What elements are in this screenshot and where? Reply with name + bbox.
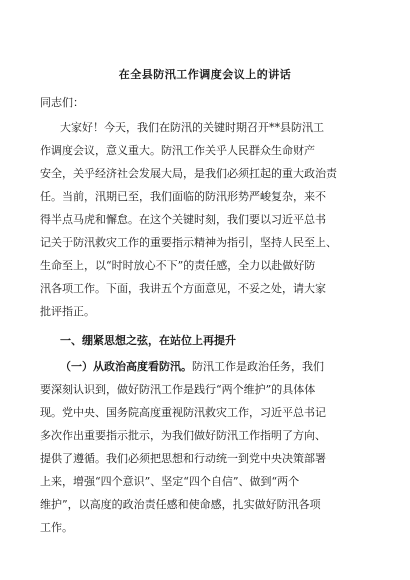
document-title: 在全县防汛工作调度会议上的讲话 [118,68,292,81]
intro-line-4: 任。当前，汛期已至，我们面临的防汛形势严峻复杂，来不 [40,190,326,203]
section-1-heading: 一、绷紧思想之弦，在站位上再提升 [60,334,236,347]
subsection-1-line-2: 要深刻认识到，做好防汛工作是践行“两个维护”的具体体 [40,383,316,396]
subsection-1-line-3: 现。党中央、国务院高度重视防汛救灾工作，习近平总书记 [40,406,326,419]
subsection-1-line-7: 维护”，以高度的政治责任感和使命感，扎实做好防汛各项 [40,498,321,511]
salutation: 同志们： [40,96,84,109]
intro-line-9: 批评指正。 [40,305,95,318]
subsection-1-line-6: 上来，增强“四个意识”、坚定“四个自信”、做到“两个 [40,475,300,488]
intro-line-3: 安全，关乎经济社会发展大局，是我们必须扛起的重大政治责 [40,167,337,180]
subsection-1-first-text: 防汛工作是政治任务，我们 [192,360,324,373]
subsection-1-heading: （一）从政治高度看防汛。 [60,360,192,373]
subsection-1-line-4: 多次作出重要指示批示，为我们做好防汛工作指明了方向、 [40,429,326,442]
subsection-1-line-8: 工作。 [40,521,73,534]
intro-line-5: 得半点马虎和懈怠。在这个关键时刻，我们要以习近平总书 [40,213,326,226]
intro-line-8: 汛各项工作。下面，我讲五个方面意见，不妥之处，请大家 [40,282,326,295]
intro-line-7: 生命至上，以“时时放心不下”的责任感，全力以赴做好防 [40,259,316,272]
intro-line-1: 大家好！今天，我们在防汛的关键时期召开**县防汛工 [60,121,324,134]
subsection-1-first-line [60,360,324,374]
intro-line-2: 作调度会议，意义重大。防汛工作关乎人民群众生命财产 [40,144,315,157]
intro-line-6: 记关于防汛救灾工作的重要指示精神为指引，坚持人民至上、 [40,236,337,249]
subsection-1-line-5: 提供了遵循。我们必须把思想和行动统一到党中央决策部署 [40,452,326,465]
